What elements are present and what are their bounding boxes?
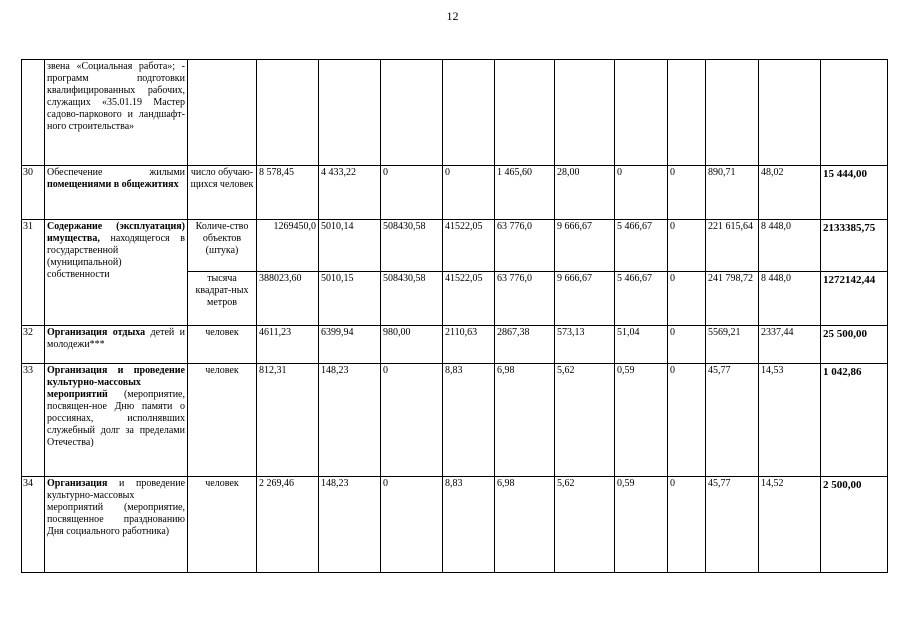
- value-cell: 0: [615, 166, 668, 220]
- value-cell: 0: [668, 220, 706, 272]
- value-cell: 5,62: [555, 477, 615, 573]
- unit-cell: человек: [188, 477, 257, 573]
- value-cell: 508430,58: [381, 220, 443, 272]
- data-table: [21, 59, 888, 573]
- row-number-cell: 30: [22, 166, 45, 220]
- row-number-cell: 33: [22, 364, 45, 477]
- value-cell: 41522,05: [443, 220, 495, 272]
- value-cell: 6,98: [495, 364, 555, 477]
- value-cell: 812,31: [257, 364, 319, 477]
- table-row: [22, 220, 888, 272]
- value-cell: 2110,63: [443, 326, 495, 364]
- value-cell: 0: [668, 272, 706, 326]
- value-cell: 5,62: [555, 364, 615, 477]
- table-row: [22, 60, 888, 166]
- value-cell: 14,52: [759, 477, 821, 573]
- value-cell: 8 578,45: [257, 166, 319, 220]
- value-cell: 45,77: [706, 364, 759, 477]
- page-number: 12: [446, 9, 459, 23]
- name-cell: Организация и проведение культурно-массовых мероприятий (мероприятие, посвящен-ное Дню памяти о россиянах, исполнявших служебный долг за пределами Отечества): [45, 364, 188, 477]
- value-cell: 1269450,0: [257, 220, 319, 272]
- value-cell: 8,83: [443, 364, 495, 477]
- value-cell: 41522,05: [443, 272, 495, 326]
- value-cell: 6399,94: [319, 326, 381, 364]
- value-cell: 148,23: [319, 364, 381, 477]
- value-cell: 2867,38: [495, 326, 555, 364]
- value-cell: 5010,14: [319, 220, 381, 272]
- value-cell: 8,83: [443, 477, 495, 573]
- value-cell: 2337,44: [759, 326, 821, 364]
- value-cell: 5 466,67: [615, 272, 668, 326]
- row-number-cell: [22, 60, 45, 166]
- value-cell: 45,77: [706, 477, 759, 573]
- unit-cell: Количе-ство объектов (штука): [188, 220, 257, 272]
- value-cell: 1 465,60: [495, 166, 555, 220]
- value-cell: 4 433,22: [319, 166, 381, 220]
- value-cell: 63 776,0: [495, 220, 555, 272]
- total-cell: 25 500,00: [821, 326, 888, 364]
- value-cell: 0,59: [615, 477, 668, 573]
- value-cell: 388023,60: [257, 272, 319, 326]
- table-row: [22, 166, 888, 220]
- value-cell: 4611,23: [257, 326, 319, 364]
- value-cell: 6,98: [495, 477, 555, 573]
- value-cell: 9 666,67: [555, 272, 615, 326]
- total-cell: 1 042,86: [821, 364, 888, 477]
- value-cell: 51,04: [615, 326, 668, 364]
- value-cell: 0: [381, 477, 443, 573]
- value-cell: 14,53: [759, 364, 821, 477]
- row-number-cell: 31: [22, 220, 45, 326]
- name-cell: Организация отдыха детей и молодежи***: [45, 326, 188, 364]
- total-cell: 2 500,00: [821, 477, 888, 573]
- value-cell: 221 615,64: [706, 220, 759, 272]
- unit-cell: человек: [188, 326, 257, 364]
- value-cell: 148,23: [319, 477, 381, 573]
- table-row: [22, 326, 888, 364]
- row-number-cell: 34: [22, 477, 45, 573]
- value-cell: 8 448,0: [759, 220, 821, 272]
- value-cell: 8 448,0: [759, 272, 821, 326]
- unit-cell: тысяча квадрат-ных метров: [188, 272, 257, 326]
- unit-cell: число обучаю-щихся человек: [188, 166, 257, 220]
- value-cell: 28,00: [555, 166, 615, 220]
- value-cell: 63 776,0: [495, 272, 555, 326]
- table-row: [22, 364, 888, 477]
- value-cell: 5569,21: [706, 326, 759, 364]
- value-cell: 2 269,46: [257, 477, 319, 573]
- total-cell: 2133385,75: [821, 220, 888, 272]
- value-cell: 5 466,67: [615, 220, 668, 272]
- value-cell: 0: [668, 166, 706, 220]
- name-cell: Обеспечение жилыми помещениями в общежитиях: [45, 166, 188, 220]
- name-cell: Содержание (эксплуатация) имущества, находящегося в государственной (муниципальной) собственности: [45, 220, 188, 326]
- total-cell: 15 444,00: [821, 166, 888, 220]
- table-row: [22, 477, 888, 573]
- value-cell: 573,13: [555, 326, 615, 364]
- value-cell: 0: [668, 326, 706, 364]
- value-cell: 5010,15: [319, 272, 381, 326]
- value-cell: 0: [381, 364, 443, 477]
- unit-cell: человек: [188, 364, 257, 477]
- value-cell: 48,02: [759, 166, 821, 220]
- value-cell: 890,71: [706, 166, 759, 220]
- value-cell: 9 666,67: [555, 220, 615, 272]
- value-cell: 0: [443, 166, 495, 220]
- total-cell: 1272142,44: [821, 272, 888, 326]
- value-cell: 0: [668, 477, 706, 573]
- value-cell: 241 798,72: [706, 272, 759, 326]
- value-cell: 508430,58: [381, 272, 443, 326]
- value-cell: 980,00: [381, 326, 443, 364]
- name-cell: Организация и проведение культурно-массовых мероприятий (мероприятие, посвященное празднованию Дня социального работника): [45, 477, 188, 573]
- value-cell: 0: [381, 166, 443, 220]
- value-cell: 0,59: [615, 364, 668, 477]
- name-cell: звена «Социальная работа»; - программ подготовки квалифицированных рабочих, служащих «35.01.19 Мастер садово-паркового и ландшафт-ного строительства»: [45, 60, 188, 166]
- row-number-cell: 32: [22, 326, 45, 364]
- value-cell: 0: [668, 364, 706, 477]
